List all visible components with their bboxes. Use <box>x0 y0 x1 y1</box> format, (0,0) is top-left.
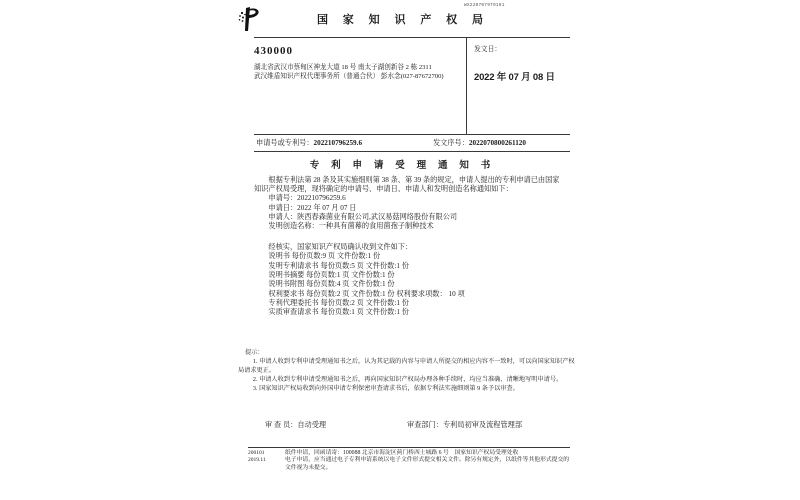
footer-line-paper: 纸件申请，回函请寄：100088 北京市海淀区蓟门桥西土城路 6 号 国家知识产权局受理处收 <box>285 449 519 456</box>
form-date: 2019.11 <box>248 457 266 464</box>
intro-paragraph: 根据专利法第 28 条及其实施细则第 38 条、第 39 条的规定，申请人提出的专利申请已由国家知识产权局受理，现将确定的申请号、申请日、申请人和发明创造名称通知如下： <box>254 176 560 194</box>
signoff-row <box>254 420 562 430</box>
department <box>407 420 522 430</box>
examiner-label: 审 查 员： <box>265 420 298 429</box>
department-label: 审查部门： <box>407 420 443 429</box>
field-application-date: 申请日：2022 年 07 月 07 日 <box>268 203 357 212</box>
received-files-block <box>254 243 562 317</box>
file-item: 发明专利请求书 每份页数:5 页 文件份数:1 份 <box>268 261 409 270</box>
note-item-1: 1. 申请人收到专利申请受理通知书之后，认为其记载的内容与申请人所提交的相应内容不一致时，可以向国家知识产权局请求更正。 <box>238 357 575 374</box>
postal-code: 430000 <box>254 45 293 57</box>
examiner <box>265 420 407 430</box>
footer-instructions <box>285 450 570 473</box>
notes-label: 提示： <box>245 348 264 356</box>
file-item: 权利要求书 每份页数:2 页 文件份数:1 份 权利要求项数： 10 项 <box>268 289 465 298</box>
note-item-3: 3. 国家知识产权局收到向外国申请专利保密审查请求书后，依据专利法实施细则第 9 条予以审查。 <box>252 384 519 392</box>
recipient-block <box>254 38 466 134</box>
field-applicant: 申请人：陕西春森菌业有限公司,武汉易菇网络股份有限公司 <box>268 212 458 221</box>
recipient-address <box>254 63 466 81</box>
field-application-no: 申请号：202210796259.6 <box>268 194 346 203</box>
form-codes <box>248 450 285 473</box>
file-item: 实质审查请求书 每份页数:1 页 文件份数:1 份 <box>268 308 409 317</box>
notice-title: 专 利 申 请 受 理 通 知 书 <box>309 161 495 171</box>
dispatch-date-box <box>466 38 570 134</box>
agency-title: 国 家 知 识 产 权 局 <box>316 14 490 26</box>
notes-section <box>238 348 576 393</box>
application-number-label: 申请号或专利号： <box>256 139 314 147</box>
file-item: 专利代理委托书 每份页数:2 页 文件份数:1 份 <box>268 298 409 307</box>
application-number-value: 202210796259.6 <box>313 139 363 147</box>
note-item-2: 2. 申请人收到专利申请受理通知书之后，再向国家知识产权局办理各种手续时，均应当准确、清晰地写明申请号。 <box>252 375 563 383</box>
recipient-section <box>254 37 570 135</box>
serial-number-label: 发文序号： <box>432 139 469 147</box>
print-code: WX2207079T9101 <box>464 3 505 8</box>
footer-line-electronic: 电子申请，应当通过电子专利申请系统以电子文件形式提交相关文件。除另有规定外，以纸件等其他形式提交的文件视为未提交。 <box>285 457 570 471</box>
agency-header <box>230 0 570 37</box>
received-files-list <box>254 252 562 317</box>
dispatch-date-label: 发文日： <box>474 46 502 53</box>
file-item: 说明书摘要 每份页数:1 页 文件份数:1 份 <box>268 271 395 280</box>
department-value: 专利局初审及流程管理部 <box>442 420 523 429</box>
field-invention-title: 发明创造名称：一种具有菌幕的食用菌孢子制种技术 <box>268 222 434 231</box>
address-line-1: 湖北省武汉市蔡甸区神龙大道 18 号 南太子湖创新谷 2 栋 2311 <box>254 64 432 71</box>
form-footer <box>248 447 570 473</box>
address-line-2: 武汉维盾知识产权代理事务所（普通合伙） 彭水念(027-87672700) <box>254 73 444 80</box>
form-code: 200101 <box>248 449 265 456</box>
serial-number <box>433 138 526 148</box>
examiner-value: 自动受理 <box>297 420 327 429</box>
notice-page <box>230 0 575 500</box>
dispatch-date-value: 2022 年 07 月 08 日 <box>474 72 555 83</box>
confirm-intro: 经核实，国家知识产权局确认收到文件如下： <box>268 243 413 252</box>
notice-body <box>254 176 562 318</box>
application-number <box>256 138 362 148</box>
application-info-row <box>254 135 570 152</box>
serial-number-value: 2022070800261120 <box>468 139 526 147</box>
file-item: 说明书 每份页数:9 页 文件份数:1 份 <box>268 252 381 261</box>
file-item: 说明书附图 每份页数:4 页 文件份数:1 份 <box>268 280 395 289</box>
